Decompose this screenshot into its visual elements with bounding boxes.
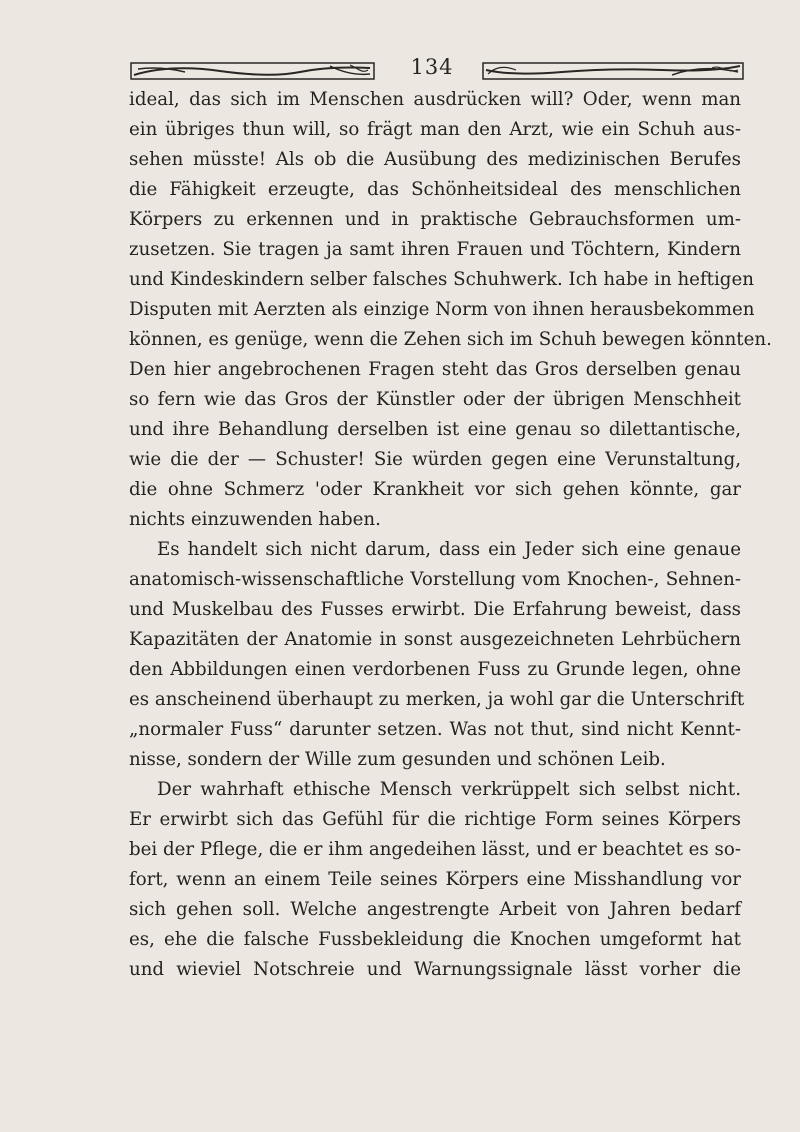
- text-line: so fern wie das Gros der Künstler oder der übrigen Menschheit: [129, 389, 741, 410]
- text-line: es anscheinend überhaupt zu merken, ja wohl gar die Unterschrift: [129, 689, 745, 710]
- text-line: ein übriges thun will, so frägt man den Arzt, wie ein Schuh aus-: [129, 119, 741, 140]
- paragraph-end-line: nisse, sondern der Wille zum gesunden und schönen Leib.: [129, 749, 666, 770]
- text-line: Disputen mit Aerzten als einzige Norm von ihnen herausbekommen: [129, 299, 755, 320]
- text-line: und ihre Behandlung derselben ist eine genau so dilettantische,: [129, 419, 741, 440]
- text-line: den Abbildungen einen verdorbenen Fuss zu Grunde legen, ohne: [129, 659, 741, 680]
- text-line: sehen müsste! Als ob die Ausübung des medizinischen Berufes: [129, 149, 741, 170]
- page-number: 134: [410, 55, 454, 79]
- text-line: es, ehe die falsche Fussbekleidung die Knochen umgeformt hat: [129, 929, 741, 950]
- text-line: Körpers zu erkennen und in praktische Gebrauchsformen um-: [129, 209, 741, 230]
- text-line: „normaler Fuss“ darunter setzen. Was not thut, sind nicht Kennt-: [129, 719, 741, 740]
- running-header: [130, 50, 744, 90]
- paragraph-start-line: Der wahrhaft ethische Mensch verkrüppelt sich selbst nicht.: [157, 779, 741, 800]
- text-line: Kapazitäten der Anatomie in sonst ausgezeichneten Lehrbüchern: [129, 629, 741, 650]
- text-line: und wieviel Notschreie und Warnungssignale lässt vorher die: [129, 959, 741, 980]
- text-line: fort, wenn an einem Teile seines Körpers eine Misshandlung vor: [129, 869, 741, 890]
- text-line: zusetzen. Sie tragen ja samt ihren Frauen und Töchtern, Kindern: [129, 239, 741, 260]
- text-line: wie die der — Schuster! Sie würden gegen eine Verunstaltung,: [129, 449, 741, 470]
- text-line: Den hier angebrochenen Fragen steht das Gros derselben genau: [129, 359, 741, 380]
- text-line: und Muskelbau des Fusses erwirbt. Die Erfahrung beweist, dass: [129, 599, 741, 620]
- text-line: ideal, das sich im Menschen ausdrücken will? Oder, wenn man: [129, 89, 741, 110]
- text-line: die ohne Schmerz 'oder Krankheit vor sich gehen könnte, gar: [129, 479, 741, 500]
- text-line: die Fähigkeit erzeugte, das Schönheitsideal des menschlichen: [129, 179, 741, 200]
- body-text: [129, 85, 772, 985]
- paragraph-start-line: Es handelt sich nicht darum, dass ein Jeder sich eine genaue: [157, 539, 741, 560]
- text-line: Er erwirbt sich das Gefühl für die richtige Form seines Körpers: [129, 809, 741, 830]
- right-header-ornament: [482, 60, 744, 82]
- text-line: bei der Pflege, die er ihm angedeihen lässt, und er beachtet es so-: [129, 839, 741, 860]
- left-header-ornament: [130, 60, 375, 82]
- text-line: anatomisch-wissenschaftliche Vorstellung vom Knochen-, Sehnen-: [129, 569, 741, 590]
- text-line: können, es genüge, wenn die Zehen sich im Schuh bewegen könnten.: [129, 329, 772, 350]
- paragraph-end-line: nichts einzuwenden haben.: [129, 509, 381, 530]
- text-line: und Kindeskindern selber falsches Schuhwerk. Ich habe in heftigen: [129, 269, 754, 290]
- text-line: sich gehen soll. Welche angestrengte Arbeit von Jahren bedarf: [129, 899, 741, 920]
